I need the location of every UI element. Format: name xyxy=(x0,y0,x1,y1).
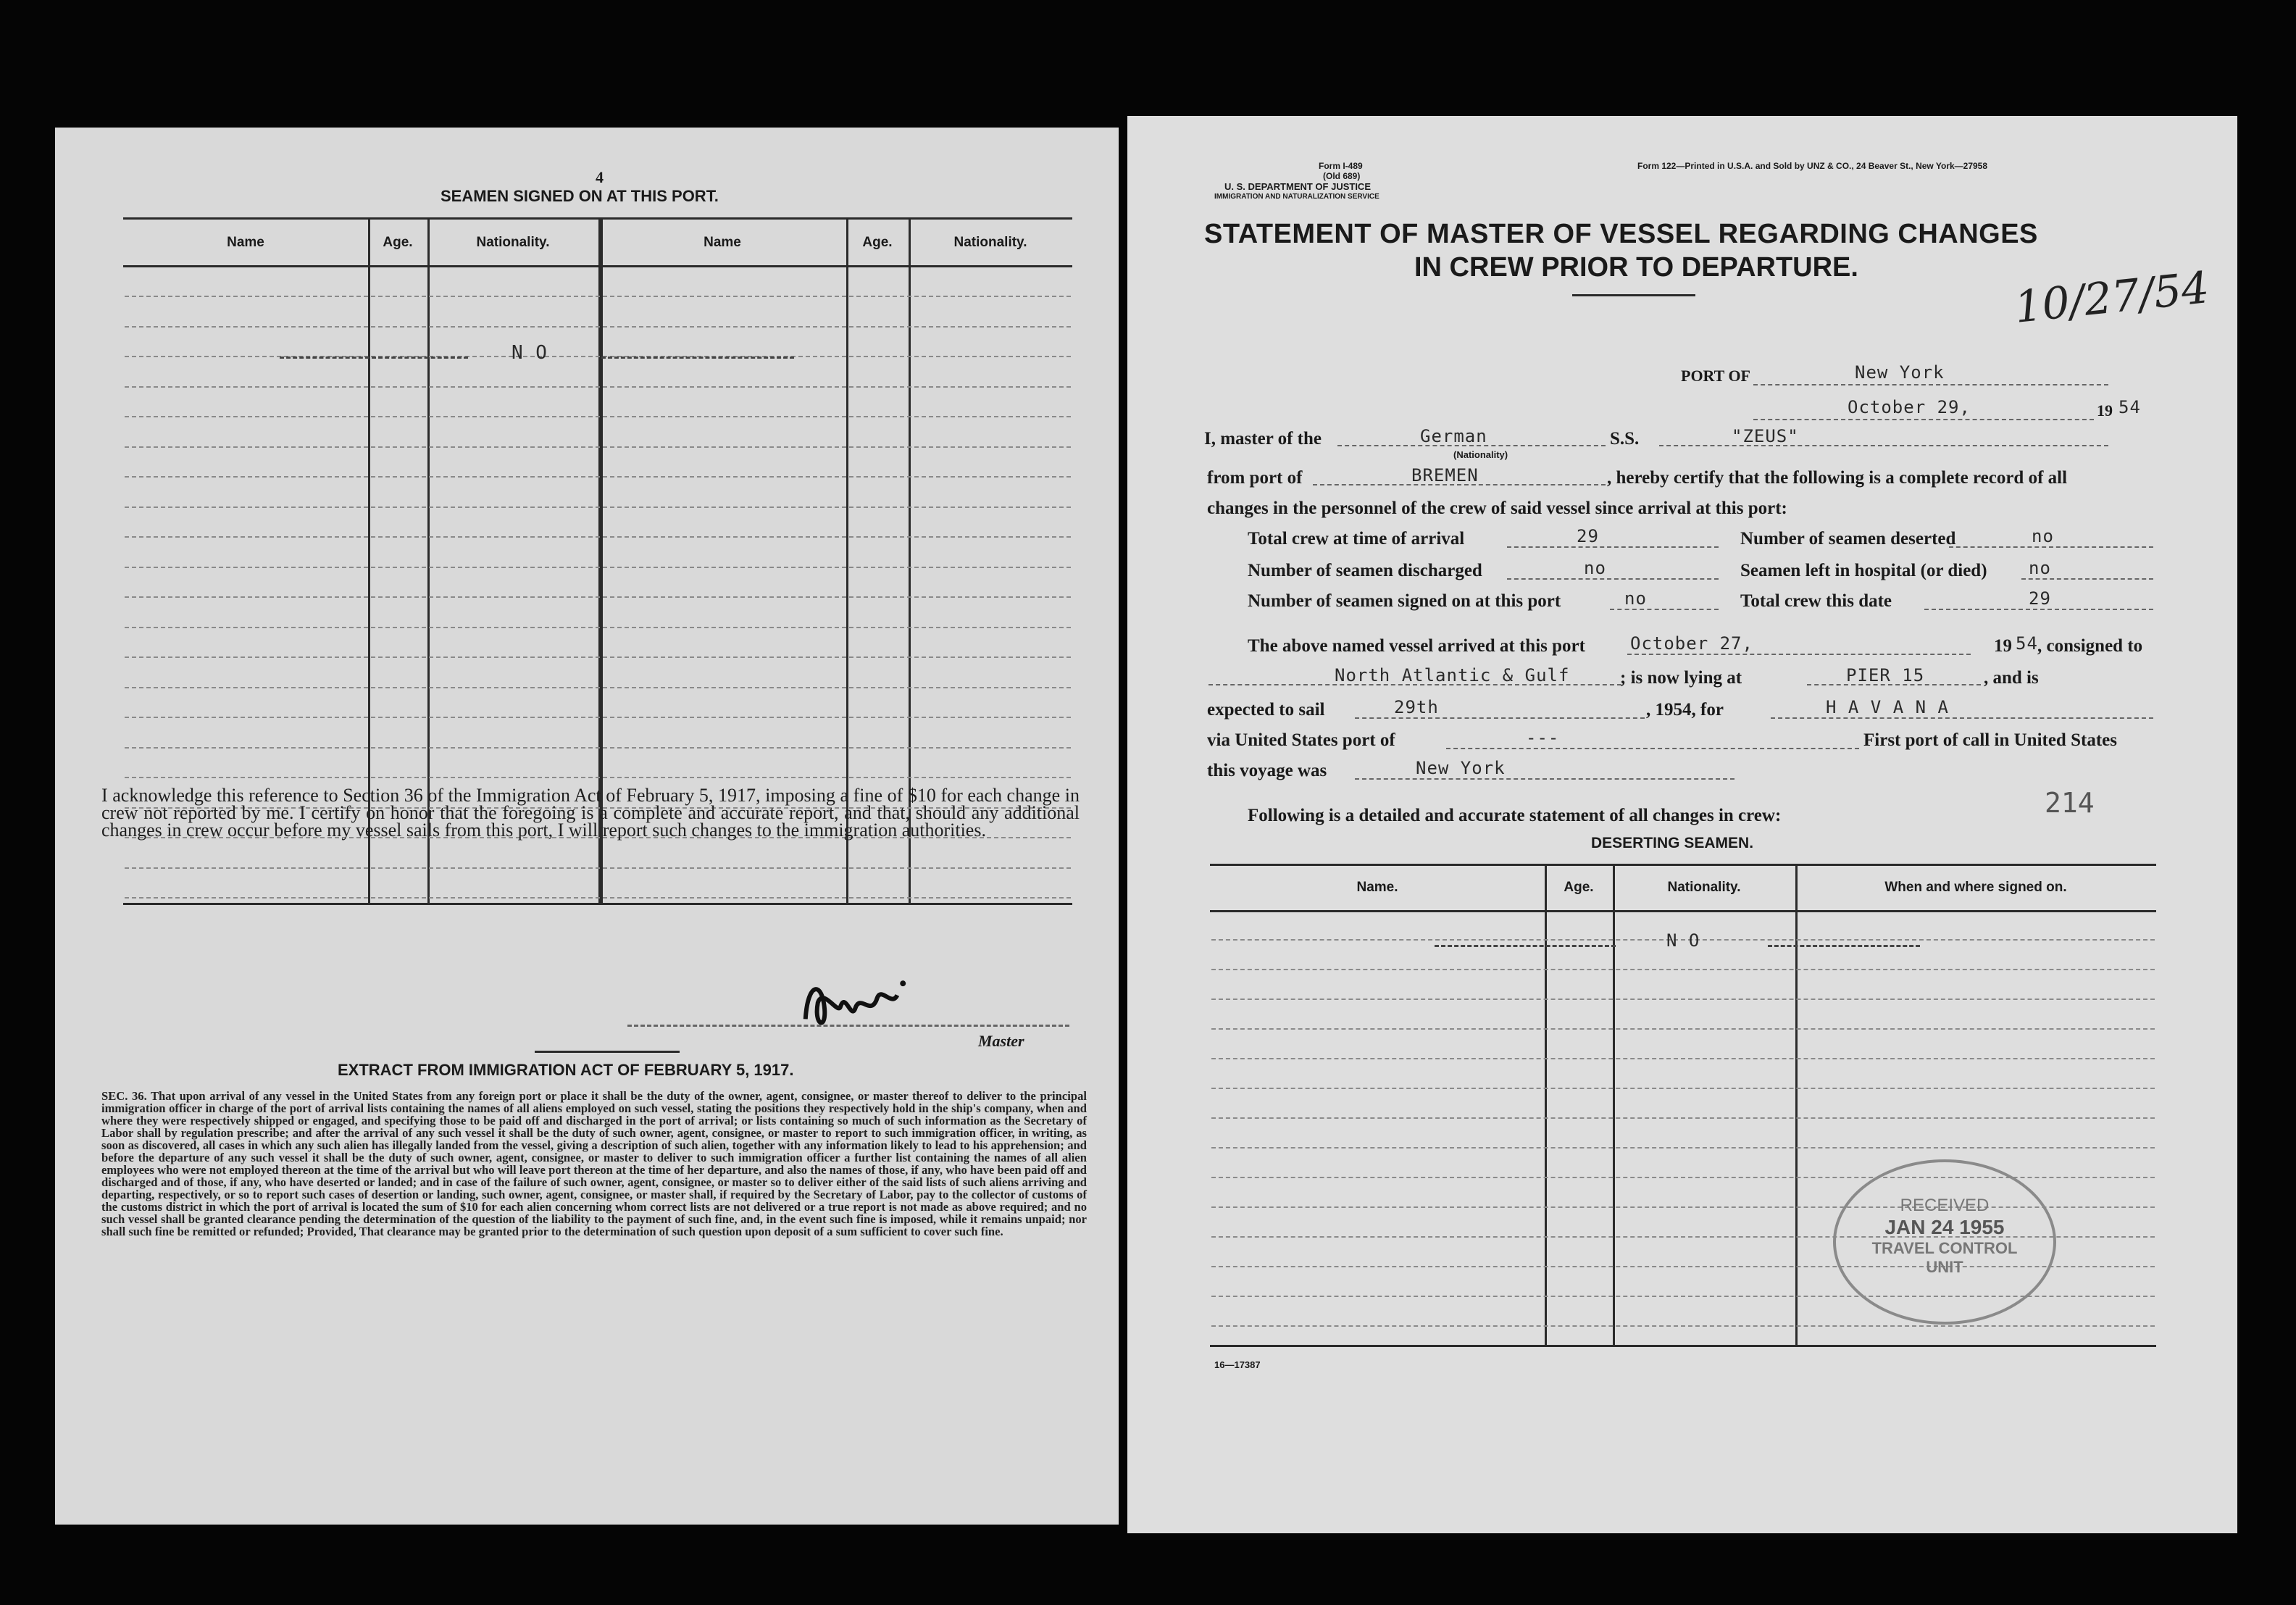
left-col-name-2: Name xyxy=(704,235,741,250)
right-col-divider xyxy=(1795,865,1798,1345)
via-label: via United States port of xyxy=(1207,730,1395,750)
consignee-value: North Atlantic & Gulf xyxy=(1335,665,1570,685)
table-row-rule xyxy=(125,687,1071,688)
stat-total-date-label: Total crew this date xyxy=(1740,591,1892,611)
form-title-line2: IN CREW PRIOR TO DEPARTURE. xyxy=(1414,252,1858,283)
stamp-unit-line1: TRAVEL CONTROL xyxy=(1871,1239,2018,1257)
table-row-rule xyxy=(125,777,1071,778)
table-row-rule xyxy=(125,446,1071,448)
right-col-nationality: Nationality. xyxy=(1667,880,1741,895)
stat-discharged-value: no xyxy=(1584,558,1606,578)
acknowledgement-text: I acknowledge this reference to Section 36 of the Immigration Act of February 5, 1917, imposing a fine of $10 for each change in crew not reported by me. I certify on honor that the foregoing is a complete and accurate report, and that, should any additional changes in crew occur before my vessel sails from this port, I will report such changes to the immigration authorities. xyxy=(101,785,1080,841)
form-old-number: (Old 689) xyxy=(1323,171,1361,181)
stat-deserted-value: no xyxy=(2032,526,2054,546)
stat-line xyxy=(2021,578,2153,580)
right-col-divider xyxy=(1545,865,1547,1345)
table-row-rule xyxy=(125,596,1071,598)
sail-label: expected to sail xyxy=(1207,700,1325,720)
port-value: New York xyxy=(1855,362,1945,383)
arrived-label: The above named vessel arrived at this port xyxy=(1248,636,1585,656)
lying-label: ; is now lying at xyxy=(1620,668,1742,688)
deserting-title: DESERTING SEAMEN. xyxy=(1591,835,1754,851)
nationality-caption: (Nationality) xyxy=(1453,449,1508,460)
table-row-rule xyxy=(1211,969,2155,970)
right-no-dash xyxy=(1435,945,1616,947)
left-table-top-rule xyxy=(123,217,1072,220)
vessel-line xyxy=(1659,445,2108,446)
stat-line xyxy=(1924,609,2153,610)
stat-total-arrival-value: 29 xyxy=(1577,526,1599,546)
stat-signed-on-value: no xyxy=(1624,588,1647,609)
stat-hospital-label: Seamen left in hospital (or died) xyxy=(1740,561,1987,580)
from-port-value: BREMEN xyxy=(1411,465,1479,485)
right-table-header-rule xyxy=(1210,910,2156,912)
right-col-name: Name. xyxy=(1356,880,1398,895)
left-no-entries-mark: N O xyxy=(512,342,548,364)
service-name: IMMIGRATION AND NATURALIZATION SERVICE xyxy=(1214,193,1379,201)
arrived-year-prefix: 19 xyxy=(1994,636,2012,656)
right-col-age: Age. xyxy=(1564,880,1594,895)
stat-line xyxy=(1507,546,1719,548)
table-row-rule xyxy=(125,356,1071,357)
voyage-value: New York xyxy=(1416,758,1506,778)
table-row-rule xyxy=(125,416,1071,417)
nationality-value: German xyxy=(1420,426,1487,446)
stat-line xyxy=(1610,609,1719,610)
page-mark: 214 xyxy=(2045,787,2095,819)
table-row-rule xyxy=(1211,1117,2155,1119)
stat-total-arrival-label: Total crew at time of arrival xyxy=(1248,529,1465,549)
consigned-label: , consigned to xyxy=(2037,636,2143,656)
left-page-number: 4 xyxy=(596,168,604,186)
destination-line xyxy=(1771,717,2153,719)
stat-hospital-value: no xyxy=(2029,558,2051,578)
port-line xyxy=(1753,384,2108,385)
right-table-top-rule xyxy=(1210,864,2156,866)
table-row-rule xyxy=(125,867,1071,869)
extract-title: EXTRACT FROM IMMIGRATION ACT OF FEBRUARY 5, 1917. xyxy=(338,1061,794,1079)
table-row-rule xyxy=(125,627,1071,628)
right-table-bottom-rule xyxy=(1210,1345,2156,1347)
master-of-label: I, master of the xyxy=(1204,429,1322,449)
changes-text: changes in the personnel of the crew of said vessel since arrival at this port: xyxy=(1207,499,1787,518)
form-number: Form I-489 xyxy=(1319,161,1363,171)
arrived-year: 54 xyxy=(2016,633,2038,654)
left-col-name: Name xyxy=(227,235,264,250)
master-label: Master xyxy=(978,1032,1024,1050)
voyage-line xyxy=(1355,778,1734,780)
year-prefix: 19 xyxy=(2097,401,2113,420)
table-row-rule xyxy=(125,386,1071,388)
table-row-rule xyxy=(125,506,1071,508)
port-label: PORT OF xyxy=(1681,367,1750,385)
table-row-rule xyxy=(1211,1028,2155,1030)
table-row-rule xyxy=(125,717,1071,718)
table-row-rule xyxy=(125,326,1071,328)
sail-year: , 1954, for xyxy=(1646,700,1724,720)
certify-text: , hereby certify that the following is a complete record of all xyxy=(1607,468,2068,488)
right-col-divider xyxy=(1613,865,1615,1345)
left-no-dash xyxy=(280,357,468,359)
left-col-nationality: Nationality. xyxy=(476,235,550,250)
date-line xyxy=(1753,419,2094,420)
table-row-rule xyxy=(1211,1058,2155,1059)
right-col-signed-on: When and where signed on. xyxy=(1884,880,2067,895)
sail-value: 29th xyxy=(1394,697,1439,717)
stat-signed-on-label: Number of seamen signed on at this port xyxy=(1248,591,1561,611)
left-table-bottom-rule xyxy=(123,903,1072,905)
stat-total-date-value: 29 xyxy=(2029,588,2051,609)
lying-value: PIER 15 xyxy=(1846,665,1925,685)
ss-label: S.S. xyxy=(1610,429,1640,449)
master-signature-line xyxy=(627,1025,1069,1027)
right-no-dash xyxy=(1768,945,1920,947)
handwritten-date: 10/27/54 xyxy=(2012,262,2212,333)
department-name: U. S. DEPARTMENT OF JUSTICE xyxy=(1224,181,1371,192)
from-port-label: from port of xyxy=(1207,468,1303,488)
via-line xyxy=(1446,748,1859,749)
stamp-date: JAN 24 1955 xyxy=(1884,1216,2005,1238)
table-row-rule xyxy=(1211,999,2155,1000)
year-value: 54 xyxy=(2118,397,2141,417)
table-row-rule xyxy=(1211,1147,2155,1148)
destination-value: H A V A N A xyxy=(1826,697,1949,717)
title-rule xyxy=(1572,294,1695,296)
received-stamp xyxy=(1833,1159,2056,1325)
stat-deserted-label: Number of seamen deserted xyxy=(1740,529,1956,549)
table-row-rule xyxy=(125,567,1071,568)
table-row-rule xyxy=(125,536,1071,538)
table-row-rule xyxy=(1211,1088,2155,1089)
left-col-nationality-2: Nationality. xyxy=(953,235,1027,250)
table-row-rule xyxy=(1211,1325,2155,1327)
via-value: --- xyxy=(1526,728,1560,748)
and-is-label: , and is xyxy=(1984,668,2039,688)
arrived-line xyxy=(1627,654,1971,655)
stat-line xyxy=(1507,578,1719,580)
left-col-age-2: Age. xyxy=(862,235,893,250)
printer-line: Form 122—Printed in U.S.A. and Sold by UNZ & CO., 24 Beaver St., New York—27958 xyxy=(1637,161,1988,171)
voyage-label: this voyage was xyxy=(1207,761,1327,780)
extract-body: SEC. 36. That upon arrival of any vessel in the United States from any foreign port or place it shall be the duty of the owner, agent, consignee, or master thereof to deliver to the principal immigration officer in charge of the port of arrival lists containing the names of all aliens employed on such vessel, stating the positions they respectively hold in the ship's company, when and where they were respectively shipped or engaged, and specifying those to be paid off and discharged in the port of arrival; or lists containing so much of such information as the Secretary of Labor shall by regulation prescribe; and after the arrival of any such vessel it shall be the duty of such owner, agent, consignee, or master to report to such immigration officer, in writing, as soon as discovered, all cases in which any such alien has illegally landed from the vessel, giving a description of such alien, together with any information likely to lead to his apprehension; and before the departure of any such vessel it shall be the duty of such owner, agent, consignee, or master to deliver to such immigration officer a further list containing the names of all alien employees who were not employed thereon at the time of the arrival but who will leave port thereon at the time of her departure, and also the names of those, if any, who have been paid off and discharged and of those, if any, who have deserted or landed; and in case of the failure of such owner, agent, consignee, or master so to deliver either of the said lists of such aliens arriving and departing, respectively, or so to report such cases of desertion or landing, such owner, agent, consignee, or master shall, if required by the Secretary of Labor, pay to the collector of customs of the customs district in which the port of arrival is located the sum of $10 for each alien concerning whom correct lists are not delivered or a true report is not made as above required; and no such vessel shall be granted clearance pending the determination of the question of the liability to the payment of such fine, and, in the event such fine is imposed, while it remains unpaid; nor shall such fine be remitted or refunded; Provided, That clearance may be granted prior to the determination of such question upon deposit of a sum sufficient to cover such fine. xyxy=(101,1089,1087,1238)
stat-discharged-label: Number of seamen discharged xyxy=(1248,561,1482,580)
first-port-label: First port of call in United States xyxy=(1863,730,2117,750)
left-no-dash xyxy=(601,357,794,359)
table-row-rule xyxy=(125,476,1071,478)
sail-line xyxy=(1355,717,1645,719)
left-table-header-rule xyxy=(123,265,1072,267)
date-value: October 29, xyxy=(1848,397,1971,417)
right-no-entries-mark: N O xyxy=(1666,930,1700,951)
arrived-value: October 27, xyxy=(1630,633,1753,654)
footer-code: 16—17387 xyxy=(1214,1359,1261,1370)
table-row-rule xyxy=(125,656,1071,658)
table-row-rule xyxy=(125,296,1071,297)
table-row-rule xyxy=(125,897,1071,899)
stat-line xyxy=(1949,546,2153,548)
vessel-value: "ZEUS" xyxy=(1732,426,1799,446)
extract-rule xyxy=(535,1051,680,1053)
following-label: Following is a detailed and accurate statement of all changes in crew: xyxy=(1248,806,1782,825)
left-col-age: Age. xyxy=(383,235,413,250)
stamp-unit-line2: UNIT xyxy=(1926,1258,1963,1276)
form-title-line1: STATEMENT OF MASTER OF VESSEL REGARDING CHANGES xyxy=(1204,219,2038,249)
stamp-received: RECEIVED xyxy=(1900,1196,1990,1215)
table-row-rule xyxy=(125,747,1071,749)
left-page-title: SEAMEN SIGNED ON AT THIS PORT. xyxy=(441,187,719,205)
